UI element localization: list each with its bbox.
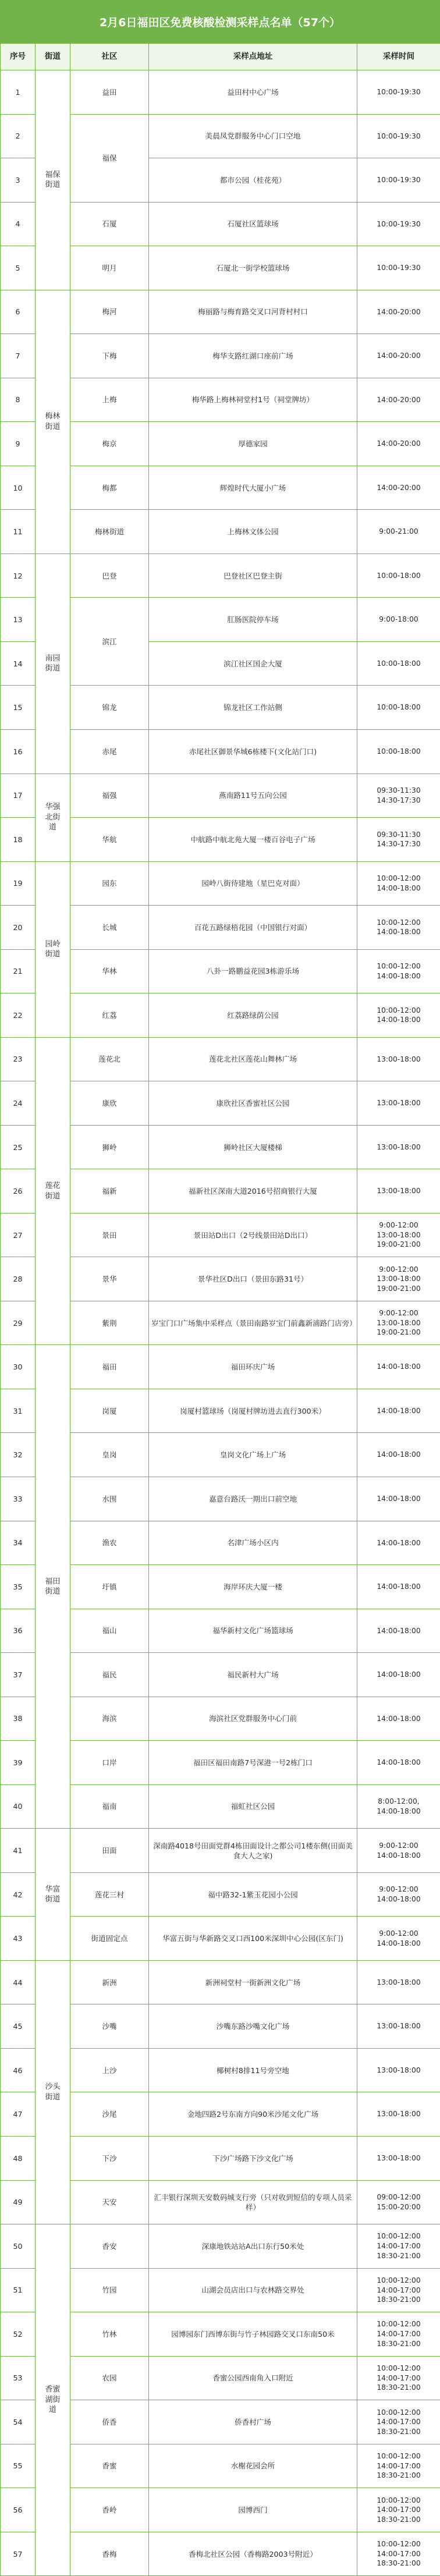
time-cell: 13:00-18:00: [357, 2092, 440, 2137]
row-number: 20: [1, 906, 36, 950]
street-cell: 南园街道: [36, 553, 70, 773]
row-number: 48: [1, 2136, 36, 2180]
row-number: 35: [1, 1565, 36, 1609]
address-cell: 福新社区深南大道2016号招商银行大厦: [149, 1169, 357, 1214]
row-number: 32: [1, 1433, 36, 1477]
time-cell: 9:00-18:00: [357, 598, 440, 642]
row-number: 7: [1, 334, 36, 378]
address-cell: 侨香村广场: [149, 2400, 357, 2444]
time-cell: 10:00-12:00 14:00-18:00: [357, 906, 440, 950]
address-cell: 百花五路绿梧花园（中国银行对面）: [149, 906, 357, 950]
address-cell: 汇丰银行深圳天安数码城支行旁（只对收到短信的专项人员采样）: [149, 2180, 357, 2224]
street-cell: 园岭街道: [36, 861, 70, 1037]
community-cell: 福新: [70, 1169, 149, 1214]
community-cell: 梅京: [70, 422, 149, 466]
time-cell: 10:00-19:30: [357, 246, 440, 290]
row-number: 19: [1, 861, 36, 906]
time-cell: 10:00-12:00 14:00-17:00 18:30-21:00: [357, 2488, 440, 2532]
community-cell: 下沙: [70, 2136, 149, 2180]
row-number: 52: [1, 2312, 36, 2357]
community-cell: 农园: [70, 2356, 149, 2400]
row-number: 55: [1, 2444, 36, 2488]
time-cell: 10:00-19:30: [357, 202, 440, 246]
time-cell: 10:00-12:00 14:00-18:00: [357, 949, 440, 994]
time-cell: 14:00-18:00: [357, 1345, 440, 1389]
community-cell: 香梅: [70, 2532, 149, 2576]
address-cell: 狮岭社区大厦楼梯: [149, 1125, 357, 1169]
community-cell: 康欣: [70, 1081, 149, 1126]
time-cell: 09:30-11:30 14:30-17:30: [357, 818, 440, 862]
community-cell: 梅林街道: [70, 510, 149, 554]
row-number: 46: [1, 2048, 36, 2092]
address-cell: 华富五街与华新路交叉口西100米深圳中心公园(区东门): [149, 1917, 357, 1961]
address-cell: 康欣社区香蜜社区公园: [149, 1081, 357, 1126]
community-cell: 华林: [70, 949, 149, 994]
row-number: 1: [1, 70, 36, 115]
row-number: 14: [1, 641, 36, 686]
address-cell: 深南路4018号田面党群4栋田面设计之都公司1楼东侧(田面美食大人之家): [149, 1829, 357, 1873]
row-number: 6: [1, 290, 36, 334]
community-cell: 莲花三村: [70, 1872, 149, 1917]
community-cell: 福保: [70, 114, 149, 202]
community-cell: 福南: [70, 1784, 149, 1829]
address-cell: 景华社区D出口（景田东路31号）: [149, 1257, 357, 1301]
address-cell: 皇岗文化广场上广场: [149, 1433, 357, 1477]
street-cell: 梅林街道: [36, 290, 70, 553]
address-cell: 福虹社区公园: [149, 1784, 357, 1829]
time-cell: 14:00-18:00: [357, 1389, 440, 1433]
address-cell: 上梅林文体公园: [149, 510, 357, 554]
address-cell: 益田村中心广场: [149, 70, 357, 115]
time-cell: 10:00-12:00 14:00-17:00 18:30-21:00: [357, 2356, 440, 2400]
community-cell: 新洲: [70, 1960, 149, 2004]
address-cell: 锦龙社区工作站侧: [149, 686, 357, 730]
address-cell: 香梅北社区公园（香梅路2003号附近）: [149, 2532, 357, 2576]
row-number: 3: [1, 158, 36, 203]
row-number: 5: [1, 246, 36, 290]
address-cell: 巴登社区巴登主街: [149, 553, 357, 598]
address-cell: 美晨凤党群服务中心门口空地: [149, 114, 357, 158]
community-cell: 下梅: [70, 334, 149, 378]
row-number: 37: [1, 1653, 36, 1697]
address-cell: 八卦一路鹏益花园3栋游乐场: [149, 949, 357, 994]
row-number: 9: [1, 422, 36, 466]
street-cell: 莲花街道: [36, 1037, 70, 1345]
row-number: 43: [1, 1917, 36, 1961]
row-number: 44: [1, 1960, 36, 2004]
time-cell: 10:00-19:30: [357, 70, 440, 115]
row-number: 4: [1, 202, 36, 246]
address-cell: 梅丽路与梅育路交叉口河背村村口: [149, 290, 357, 334]
community-cell: 景田: [70, 1213, 149, 1257]
community-cell: 香岭: [70, 2488, 149, 2532]
address-cell: 园岭八街待建地（星巴克对面）: [149, 861, 357, 906]
address-cell: 海滨社区党群服务中心门前: [149, 1697, 357, 1741]
row-number: 25: [1, 1125, 36, 1169]
street-cell: 华强北街道: [36, 773, 70, 861]
time-cell: 10:00-12:00 14:00-17:00 18:30-21:00: [357, 2400, 440, 2444]
street-cell: 香蜜湖街道: [36, 2224, 70, 2576]
address-cell: 福田区福田南路7号深港一号2栋门口: [149, 1741, 357, 1785]
address-cell: 福华新村文化广场篮球场: [149, 1609, 357, 1653]
row-number: 49: [1, 2180, 36, 2224]
row-number: 38: [1, 1697, 36, 1741]
time-cell: 13:00-18:00: [357, 1081, 440, 1126]
community-cell: 上沙: [70, 2048, 149, 2092]
community-cell: 上梅: [70, 378, 149, 422]
community-cell: 长城: [70, 906, 149, 950]
community-cell: 锦龙: [70, 686, 149, 730]
community-cell: 田面: [70, 1829, 149, 1873]
row-number: 12: [1, 553, 36, 598]
table-row: [1, 290, 440, 334]
header-number: 序号: [1, 44, 36, 70]
community-cell: 福田: [70, 1345, 149, 1389]
time-cell: 14:00-20:00: [357, 466, 440, 510]
address-cell: 山湖会员店出口与农林路交界处: [149, 2268, 357, 2312]
time-cell: 9:00-12:00 14:00-18:00: [357, 1829, 440, 1873]
address-cell: 水榭花园会所: [149, 2444, 357, 2488]
address-cell: 岗厦村篮球场（岗厦村牌坊进去直行300米）: [149, 1389, 357, 1433]
header-time: 采样时间: [357, 44, 440, 70]
address-cell: 石厦社区篮球场: [149, 202, 357, 246]
row-number: 36: [1, 1609, 36, 1653]
community-cell: 口岸: [70, 1741, 149, 1785]
row-number: 56: [1, 2488, 36, 2532]
table-row: [1, 1829, 440, 1873]
header-address: 采样点地址: [149, 44, 357, 70]
community-cell: 竹林: [70, 2312, 149, 2357]
page-title: 2月6日福田区免费核酸检测采样点名单（57个）: [0, 0, 440, 43]
community-cell: 赤尾: [70, 729, 149, 773]
time-cell: 10:00-12:00 14:00-17:00 18:30-21:00: [357, 2224, 440, 2269]
row-number: 13: [1, 598, 36, 642]
community-cell: 海滨: [70, 1697, 149, 1741]
time-cell: 14:00-18:00: [357, 1697, 440, 1741]
time-cell: 10:00-12:00 14:00-17:00 18:30-21:00: [357, 2268, 440, 2312]
row-number: 57: [1, 2532, 36, 2576]
row-number: 21: [1, 949, 36, 994]
row-number: 26: [1, 1169, 36, 1214]
community-cell: 沙尾: [70, 2092, 149, 2137]
community-cell: 天安: [70, 2180, 149, 2224]
time-cell: 10:00-18:00: [357, 729, 440, 773]
address-cell: 香蜜公园西南角入口附近: [149, 2356, 357, 2400]
community-cell: 竹园: [70, 2268, 149, 2312]
address-cell: 莲花北社区莲花山舞林广场: [149, 1037, 357, 1081]
community-cell: 圩镇: [70, 1565, 149, 1609]
table-row: [1, 1037, 440, 1081]
time-cell: 14:00-18:00: [357, 1565, 440, 1609]
time-cell: 14:00-18:00: [357, 1477, 440, 1521]
street-cell: 沙头街道: [36, 1960, 70, 2224]
row-number: 47: [1, 2092, 36, 2137]
time-cell: 10:00-12:00 14:00-17:00 18:30-21:00: [357, 2532, 440, 2576]
row-number: 2: [1, 114, 36, 158]
row-number: 39: [1, 1741, 36, 1785]
table-row: [1, 70, 440, 115]
time-cell: 13:00-18:00: [357, 2136, 440, 2180]
sampling-sites-table: [0, 43, 440, 2576]
address-cell: 厚德家园: [149, 422, 357, 466]
street-cell: 福保街道: [36, 70, 70, 290]
time-cell: 13:00-18:00: [357, 1125, 440, 1169]
community-cell: 狮岭: [70, 1125, 149, 1169]
time-cell: 8:00-12:00, 14:00-18:00: [357, 1784, 440, 1829]
row-number: 30: [1, 1345, 36, 1389]
row-number: 50: [1, 2224, 36, 2269]
row-number: 29: [1, 1301, 36, 1345]
row-number: 23: [1, 1037, 36, 1081]
time-cell: 14:00-20:00: [357, 334, 440, 378]
time-cell: 10:00-19:30: [357, 158, 440, 203]
address-cell: 嘉意台路沃一期出口前空地: [149, 1477, 357, 1521]
row-number: 17: [1, 773, 36, 818]
community-cell: 水围: [70, 1477, 149, 1521]
community-cell: 园东: [70, 861, 149, 906]
row-number: 24: [1, 1081, 36, 1126]
time-cell: 9:00-12:00 14:00-18:00: [357, 1872, 440, 1917]
address-cell: 辉煌时代大厦小广场: [149, 466, 357, 510]
table-row: [1, 553, 440, 598]
community-cell: 渔农: [70, 1521, 149, 1565]
street-cell: 福田街道: [36, 1345, 70, 1829]
time-cell: 14:00-18:00: [357, 1521, 440, 1565]
table-row: [1, 1960, 440, 2004]
community-cell: 沙嘴: [70, 2004, 149, 2049]
address-cell: 深康地铁站站A出口东行50米处: [149, 2224, 357, 2269]
time-cell: 14:00-20:00: [357, 290, 440, 334]
community-cell: 红荔: [70, 994, 149, 1038]
time-cell: 9:00-12:00 13:00-18:00 19:00-21:00: [357, 1213, 440, 1257]
community-cell: 福民: [70, 1653, 149, 1697]
address-cell: 沙嘴东路沙嘴文化广场: [149, 2004, 357, 2049]
table-row: [1, 1345, 440, 1389]
row-number: 40: [1, 1784, 36, 1829]
street-cell: 华富街道: [36, 1829, 70, 1961]
row-number: 34: [1, 1521, 36, 1565]
time-cell: 09:00-12:00 15:00-20:00: [357, 2180, 440, 2224]
community-cell: 滨江: [70, 598, 149, 686]
address-cell: 中航路中航北苑大厦一楼百谷电子广场: [149, 818, 357, 862]
row-number: 22: [1, 994, 36, 1038]
time-cell: 14:00-20:00: [357, 378, 440, 422]
time-cell: 10:00-18:00: [357, 553, 440, 598]
address-cell: 赤尾社区御景华城6栋楼下(文化站门口): [149, 729, 357, 773]
row-number: 42: [1, 1872, 36, 1917]
time-cell: 14:00-20:00: [357, 422, 440, 466]
address-cell: 福田环庆广场: [149, 1345, 357, 1389]
community-cell: 香蜜: [70, 2444, 149, 2488]
community-cell: 华航: [70, 818, 149, 862]
time-cell: 9:00-12:00 14:00-18:00: [357, 1917, 440, 1961]
address-cell: 海岸环庆大厦一楼: [149, 1565, 357, 1609]
time-cell: 14:00-18:00: [357, 1433, 440, 1477]
time-cell: 10:00-18:00: [357, 641, 440, 686]
address-cell: 都市公园（桂花苑）: [149, 158, 357, 203]
community-cell: 石厦: [70, 202, 149, 246]
community-cell: 益田: [70, 70, 149, 115]
address-cell: 名津广场小区内: [149, 1521, 357, 1565]
time-cell: 14:00-18:00: [357, 1741, 440, 1785]
address-cell: 石厦北一街学校篮球场: [149, 246, 357, 290]
row-number: 45: [1, 2004, 36, 2049]
address-cell: 梅华支路红湖口座前广场: [149, 334, 357, 378]
row-number: 10: [1, 466, 36, 510]
address-cell: 金地四路2号东南方向90米沙尾文化广场: [149, 2092, 357, 2137]
row-number: 54: [1, 2400, 36, 2444]
time-cell: 9:00-21:00: [357, 510, 440, 554]
table-header-row: [1, 44, 440, 70]
time-cell: 9:00-12:00 13:00-18:00 19:00-21:00: [357, 1257, 440, 1301]
row-number: 18: [1, 818, 36, 862]
address-cell: 燕南路11号五向公园: [149, 773, 357, 818]
time-cell: 13:00-18:00: [357, 1037, 440, 1081]
row-number: 27: [1, 1213, 36, 1257]
row-number: 8: [1, 378, 36, 422]
table-row: [1, 773, 440, 818]
row-number: 16: [1, 729, 36, 773]
address-cell: 福中路32-1紫玉花园小公园: [149, 1872, 357, 1917]
address-cell: 新洲祠堂村一街新洲文化广场: [149, 1960, 357, 2004]
time-cell: 14:00-18:00: [357, 1609, 440, 1653]
row-number: 41: [1, 1829, 36, 1873]
community-cell: 梅都: [70, 466, 149, 510]
row-number: 53: [1, 2356, 36, 2400]
time-cell: 10:00-12:00 14:00-18:00: [357, 994, 440, 1038]
address-cell: 滨江社区国企大厦: [149, 641, 357, 686]
community-cell: 紫荆: [70, 1301, 149, 1345]
time-cell: 10:00-12:00 14:00-18:00: [357, 861, 440, 906]
community-cell: 侨香: [70, 2400, 149, 2444]
time-cell: 10:00-12:00 14:00-17:00 18:30-21:00: [357, 2444, 440, 2488]
address-cell: 岁宝门口广场集中采样点（景田南路岁宝门前鑫新浦路门店旁）: [149, 1301, 357, 1345]
community-cell: 莲花北: [70, 1037, 149, 1081]
community-cell: 香安: [70, 2224, 149, 2269]
time-cell: 09:30-11:30 14:30-17:30: [357, 773, 440, 818]
address-cell: 园博园东门西博东街与竹子林园路交叉口东南50米: [149, 2312, 357, 2357]
community-cell: 梅河: [70, 290, 149, 334]
table-row: [1, 861, 440, 906]
community-cell: 岗厦: [70, 1389, 149, 1433]
row-number: 11: [1, 510, 36, 554]
row-number: 51: [1, 2268, 36, 2312]
row-number: 15: [1, 686, 36, 730]
time-cell: 13:00-18:00: [357, 1960, 440, 2004]
time-cell: 10:00-19:30: [357, 114, 440, 158]
address-cell: 梅华路上梅林祠堂村1号（祠堂牌坊）: [149, 378, 357, 422]
time-cell: 10:00-12:00 14:00-17:00 18:30-21:00: [357, 2312, 440, 2357]
row-number: 31: [1, 1389, 36, 1433]
address-cell: 福民新村大广场: [149, 1653, 357, 1697]
time-cell: 14:00-18:00: [357, 1653, 440, 1697]
time-cell: 13:00-18:00: [357, 2048, 440, 2092]
header-street: 街道: [36, 44, 70, 70]
address-cell: 景田站D出口（2号线景田站D出口）: [149, 1213, 357, 1257]
time-cell: 13:00-18:00: [357, 1169, 440, 1214]
address-cell: 红荔路绿荫公园: [149, 994, 357, 1038]
community-cell: 街道固定点: [70, 1917, 149, 1961]
community-cell: 皇岗: [70, 1433, 149, 1477]
community-cell: 景华: [70, 1257, 149, 1301]
address-cell: 椰树村8排11号旁空地: [149, 2048, 357, 2092]
community-cell: 福强: [70, 773, 149, 818]
time-cell: 9:00-12:00 13:00-18:00 19:00-21:00: [357, 1301, 440, 1345]
community-cell: 巴登: [70, 553, 149, 598]
address-cell: 下沙广场路下沙文化广场: [149, 2136, 357, 2180]
row-number: 33: [1, 1477, 36, 1521]
header-community: 社区: [70, 44, 149, 70]
table-row: [1, 2224, 440, 2269]
row-number: 28: [1, 1257, 36, 1301]
time-cell: 10:00-18:00: [357, 686, 440, 730]
time-cell: 13:00-18:00: [357, 2004, 440, 2049]
community-cell: 福山: [70, 1609, 149, 1653]
address-cell: 园博西门: [149, 2488, 357, 2532]
community-cell: 明月: [70, 246, 149, 290]
address-cell: 肛肠医院停车场: [149, 598, 357, 642]
